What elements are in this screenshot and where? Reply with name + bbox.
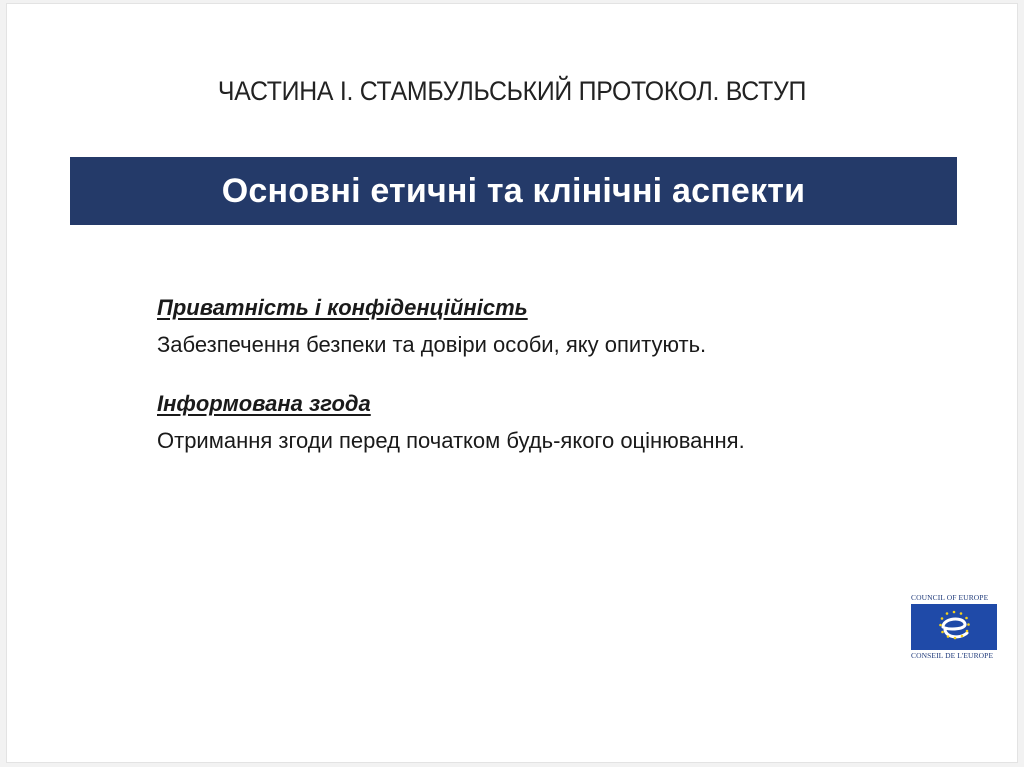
section-body: Забезпечення безпеки та довіри особи, яку опитують. bbox=[157, 332, 707, 357]
eu-flag-icon bbox=[911, 604, 997, 650]
logo-bottom-text: CONSEIL DE L'EUROPE bbox=[911, 651, 994, 660]
title-banner bbox=[70, 157, 957, 225]
slide-heading: ЧАСТИНА І. СТАМБУЛЬСЬКИЙ ПРОТОКОЛ. ВСТУП bbox=[217, 76, 807, 106]
section-title: Інформована згода bbox=[157, 391, 371, 416]
banner-title: Основні етичні та клінічні аспекти bbox=[221, 171, 806, 210]
section-consent bbox=[157, 388, 797, 456]
slide bbox=[6, 3, 1018, 763]
logo-top-text: COUNCIL OF EUROPE bbox=[911, 593, 989, 602]
section-privacy bbox=[157, 292, 797, 360]
council-of-europe-logo bbox=[911, 593, 1003, 665]
section-body: Отримання згоди перед початком будь-якого оцінювання. bbox=[157, 428, 745, 453]
content-area bbox=[157, 292, 797, 484]
section-title: Приватність і конфіденційність bbox=[157, 295, 528, 320]
